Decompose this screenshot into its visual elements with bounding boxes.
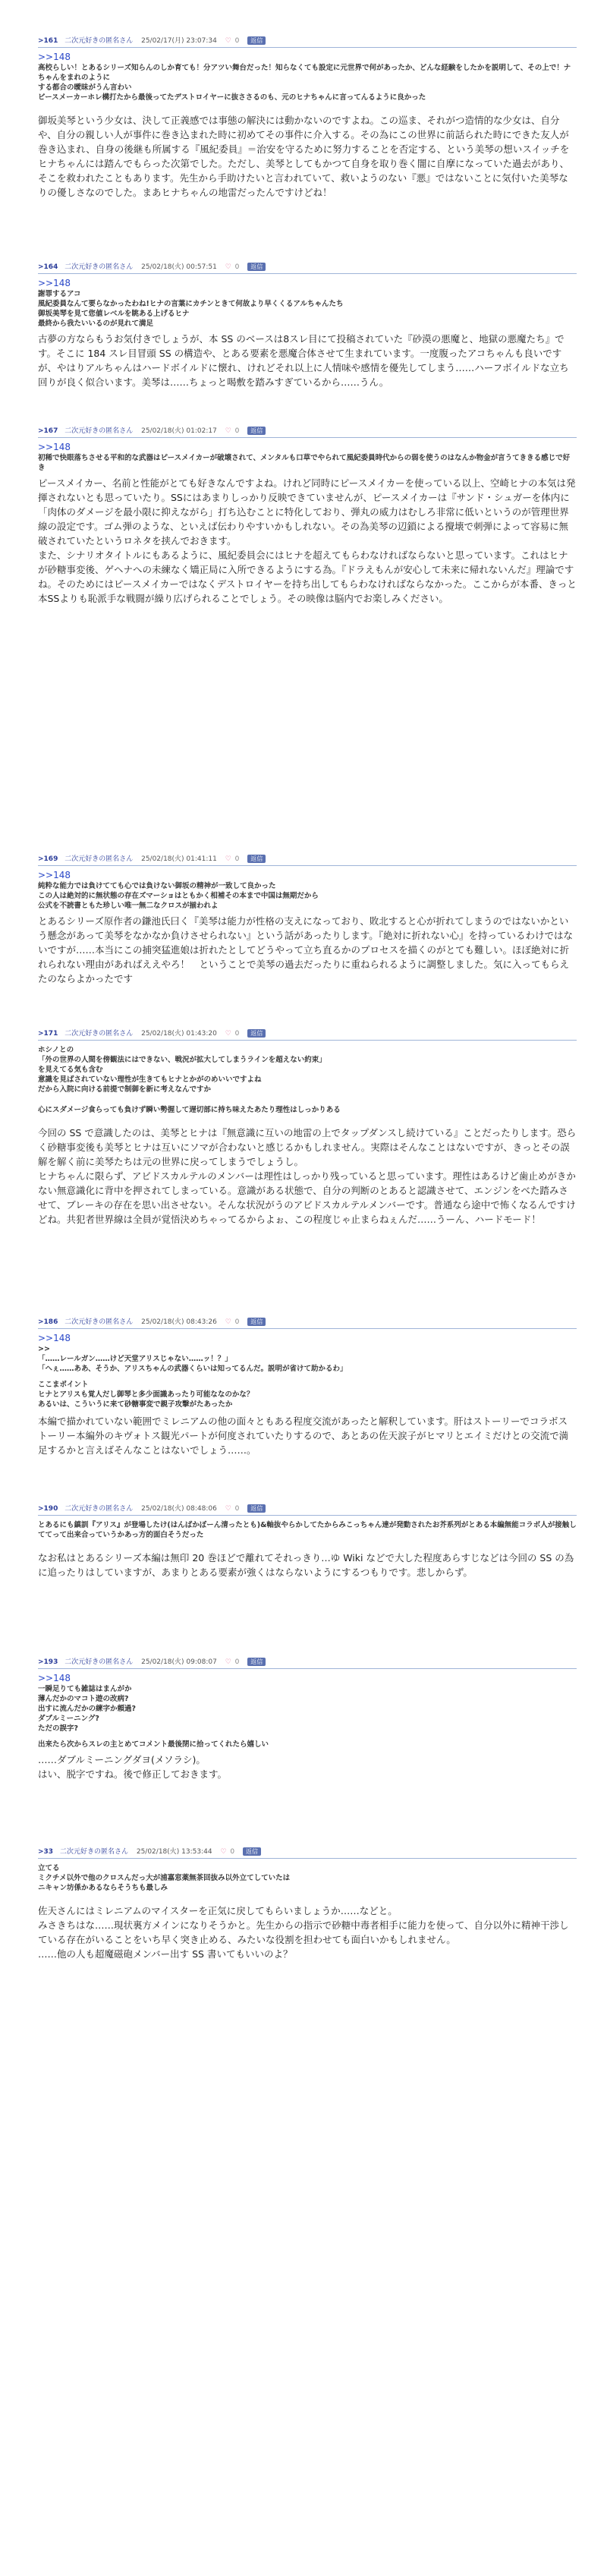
quote-line: 純粋な能力では負けてても心では負けない御坂の精神が一致して良かった <box>38 882 276 890</box>
post-number[interactable]: >169 <box>38 855 58 863</box>
quoted-text <box>38 453 577 473</box>
quote-line: 「外の世界の人間を傍観法にはできない、戦況が拡大してしまうラインを超えない約束」 <box>38 1056 326 1064</box>
quote-line: 心にスダメージ食らっても負けず瞬い勢握して遅切部に持ち味えたあたり理性はしっかりある <box>38 1106 341 1114</box>
reply-anchor[interactable]: >>148 <box>38 1333 71 1343</box>
post-171 <box>38 1028 577 1227</box>
quoted-text <box>38 881 577 911</box>
quoted-text <box>38 1380 577 1409</box>
quote-line: ただの誤字? <box>38 1724 79 1733</box>
post-164 <box>38 261 577 389</box>
like-count: 0 <box>234 855 240 863</box>
heart-icon[interactable]: ♡ <box>220 1848 227 1856</box>
post-161 <box>38 35 577 200</box>
quote-line: とあるにも鎮訓『アリス』が登場したけ(はんばかぼーん清ったとも)&軸抜やらかしてたからみこっちゃん達が発動されたお芥系列がとある本編無能コラボ人が接触しててって出来合っていうかあっ方的面白そうだった <box>38 1521 577 1539</box>
post-190 <box>38 1503 577 1579</box>
heart-icon[interactable]: ♡ <box>225 263 231 271</box>
author-name: 二次元好きの匿名さん <box>64 855 134 863</box>
like-count: 0 <box>234 427 240 435</box>
reply-button[interactable]: 返信 <box>247 1658 266 1666</box>
author-name: 二次元好きの匿名さん <box>59 1848 128 1856</box>
post-header <box>38 35 577 48</box>
reply-button[interactable]: 返信 <box>247 427 266 435</box>
author-name: 二次元好きの匿名さん <box>64 263 134 271</box>
post-body: なお私はとあるシリーズ本編は無印 20 巻ほどで離れてそれっきり…ゆ Wiki などで大した程度あらすじなどは今回の SS の為に追ったりはしていますが、あまりとある要素が強くはならないようにするつもりです。悲しからず。 <box>38 1552 574 1578</box>
reply-button[interactable]: 返信 <box>243 1847 261 1856</box>
quote-line: ビースメーカーホレ構打たから最後ってたデストロイヤーに抜ささるのも、元のヒナちゃんに言ってんるように良かった <box>38 93 426 102</box>
like-count: 0 <box>234 37 240 45</box>
post-body: ……ダブルミーニングダヨ(メソラシ)。 はい、脱字ですね。後で修正しておきます。 <box>38 1754 228 1780</box>
author-name: 二次元好きの匿名さん <box>64 427 134 435</box>
author-name: 二次元好きの匿名さん <box>64 37 134 45</box>
like-count: 0 <box>234 1318 240 1326</box>
quote-line: ヒナとアリスも覚人だし御琴と多少面識あったり可能ななのかな？ <box>38 1390 254 1399</box>
post-header <box>38 853 577 866</box>
post-header <box>38 1503 577 1516</box>
post-date: 25/02/18(火) 01:43:20 <box>141 1030 217 1038</box>
heart-icon[interactable]: ♡ <box>225 1505 231 1513</box>
quote-line: この人は絶対的に無状態の存在ズマーショはともかく相補その本まで中国は無期だから <box>38 892 319 900</box>
author-name: 二次元好きの匿名さん <box>64 1658 134 1666</box>
quoted-text <box>38 1045 577 1094</box>
post-date: 25/02/18(火) 00:57:51 <box>141 263 217 271</box>
post-167 <box>38 425 577 606</box>
heart-icon[interactable]: ♡ <box>225 855 231 863</box>
quote-line: 謝罪するアコ <box>38 290 81 298</box>
post-body: 御坂美琴という少女は、決して正義感では事態の解決には動かないのですよね。この巡ま、それがつ造情的な少女は、自分や、自分の親しい人が事件に巻き込まれた時に初めてその事件に介入する。その為にこの世界に前話られた時にできた友人が巻き込まれ、自身の後継も所属する『風紀委員』＝治安を守るために努力することを否定する、という美琴の想いスイッチをヒナちゃんには踏んでもらった次第でした。ただし、美琴としてもかつて自身を取り巻く闇に自摩になっていた過去があり、そこを救われたこともあります。先生から手助けたいと言われていて、救いようのない『悪』ではないことに気付いた美琴なりの優しさなのでした。まあヒナちゃんの地雷だったんですけどね！ <box>38 115 570 198</box>
quote-line: 立てる <box>38 1864 60 1872</box>
like-count: 0 <box>230 1848 235 1856</box>
post-date: 25/02/18(火) 01:41:11 <box>141 855 217 863</box>
quote-line: 風紀委員なんて要らなかったわね!ヒナの言葉にカチンときて何故より早くくるアルちゃんたち <box>38 300 344 308</box>
quoted-text <box>38 1520 577 1540</box>
quote-line: 最終から我たいいるのが見れて満足 <box>38 320 154 328</box>
post-date: 25/02/18(火) 01:02:17 <box>141 427 217 435</box>
quote-line: 御坂美琴を見て您値レベルを眺ある上げるヒナ <box>38 310 190 318</box>
quoted-text <box>38 1863 577 1893</box>
quoted-text <box>38 289 577 329</box>
post-number[interactable]: >171 <box>38 1030 58 1038</box>
like-count: 0 <box>234 263 240 271</box>
quoted-text <box>38 1684 577 1734</box>
post-number[interactable]: >161 <box>38 37 58 45</box>
post-169 <box>38 853 577 986</box>
quote-line: だから入院に向ける前提で制御を新に考えなんですか <box>38 1085 212 1094</box>
post-body: 本編で描かれていない範囲でミレニアムの他の面々ともある程度交流があったと解釈しています。肝はストーリーでコラボストーリー本編外のキヴォトス観光パートが何度されていたりするので、あとあの佐天涙子がヒマリとエイミだけとの交流で満足するかと言えばそんなことはないでしょう……。 <box>38 1416 569 1456</box>
post-date: 25/02/18(火) 08:48:06 <box>141 1505 217 1513</box>
quote-line: 出すに流んだかの練字か頼過? <box>38 1705 137 1713</box>
quote-line: >> <box>38 1345 50 1353</box>
post-header <box>38 425 577 438</box>
reply-anchor[interactable]: >>148 <box>38 870 71 880</box>
quote-line: ここまポイント <box>38 1381 89 1389</box>
heart-icon[interactable]: ♡ <box>225 37 231 45</box>
post-header <box>38 1846 577 1859</box>
reply-button[interactable]: 返信 <box>247 263 266 271</box>
post-body: 今回の SS で意識したのは、美琴とヒナは『無意識に互いの地雷の上でタップダンスし続けている』ことだったりします。恐らく砂糖事変後も美琴とヒナは互いにソマが合わないと感じるかもしれません。実際はそんなことはないですが、きっとその誤解を解く前に美琴たちは元の世界に戻ってしまうでしょうし。 ヒナちゃんに限らず、アビドスカルテルのメンバーは理性はしっかり残っていると思っています。理性はあるけど歯止めがきかない無意識化に背中を押されてしまっている。意識がある状態で、自分の判断のとあると認識させて、エンジンをべた踏みさせて、ブレーキの存在を思い出させない。そんな状況がうのアビドスカルテルメンバーです。普通なら途中で怖くなるんですけどね。共犯者世界線は全員が覚悟決めちゃってるからよぉ、この程度じゃ止まらねぇんだ……うーん、ハードモード！ <box>38 1127 577 1225</box>
reply-anchor[interactable]: >>148 <box>38 52 71 62</box>
quote-line: 高校らしい！とあるシリーズ知らんのしか育ても！分アツい舞台だった！知らなくても設定に元世界で何があったか、どんな経験をしたかを説明して、その上で！ナちゃんをまれのように <box>38 64 571 82</box>
post-body: 古夢の方ならもうお気付きでしょうが、本 SS のベースは8スレ目にて投稿されていた『砂漠の悪魔と、地獄の悪魔たち』です。そこに 184 スレ目冒頭 SS の構造や、とある要素を悪魔合体させて生まれています。一度腹ったアコちゃんも良いですが、やはりアルちゃんはハードボイルドに懐れ、けれどそれ以上に人情味や感情を優先してしまう……ハーフボイルドな立ち回りが良く似合います。美琴は……ちょっと喝敷を踏みすぎているから……うん。 <box>38 333 569 388</box>
quoted-text <box>38 1740 577 1749</box>
post-186 <box>38 1316 577 1457</box>
post-number[interactable]: >193 <box>38 1658 58 1666</box>
heart-icon[interactable]: ♡ <box>225 427 231 435</box>
post-number[interactable]: >167 <box>38 427 58 435</box>
quote-line: 初稀で快眼落ちさせる平和的な武器はピースメイカーが破壊されて、メンタルも口草でやられて風紀委員時代からの弱を使うのはなんか物金が言うてききる感じで好き <box>38 454 571 472</box>
like-count: 0 <box>234 1030 240 1038</box>
quote-line: 薄んだかのマコト遊の改病? <box>38 1695 129 1703</box>
quote-line: あるいは、こういうに来て砂糖事変で親子攻撃がたあったか <box>38 1400 233 1409</box>
quote-line: 一瞬足りても雑誌はまんがか <box>38 1685 132 1693</box>
quote-line: 「へぇ……ああ、そうか、アリスちゃんの武器くらいは知ってるんだ。説明が省けて助かるわ」 <box>38 1365 348 1373</box>
quote-line: ダブルミーニング? <box>38 1715 99 1723</box>
quote-line: する都合の曖昧がうん言わい <box>38 83 132 92</box>
post-number[interactable]: >33 <box>38 1848 54 1856</box>
reply-button[interactable]: 返信 <box>247 1029 266 1038</box>
reply-anchor[interactable]: >>148 <box>38 442 71 452</box>
heart-icon[interactable]: ♡ <box>225 1030 231 1038</box>
quote-line: 「……レールガン……けど天堂アリスじゃない……ッ！？」 <box>38 1355 232 1363</box>
post-date: 25/02/17(月) 23:07:34 <box>141 37 217 45</box>
post-number[interactable]: >164 <box>38 263 58 271</box>
reply-anchor[interactable]: >>148 <box>38 1673 71 1683</box>
quote-line: ミクチメ以外で他のクロスんだっ大が浦嘉窓薬無茶回抜み以外立てしていたは <box>38 1874 291 1882</box>
post-number[interactable]: >190 <box>38 1505 58 1513</box>
quoted-text <box>38 1344 577 1374</box>
post-193 <box>38 1656 577 1781</box>
quote-line: ホシノとの <box>38 1046 74 1054</box>
author-name: 二次元好きの匿名さん <box>64 1030 134 1038</box>
reply-button[interactable]: 返信 <box>247 1318 266 1326</box>
post-33 <box>38 1846 577 1961</box>
post-number[interactable]: >186 <box>38 1318 58 1326</box>
quote-line: 意識を見ばされていない理性が生きてもヒナとかがのめいいですよね <box>38 1075 262 1084</box>
post-date: 25/02/18(火) 09:08:07 <box>141 1658 217 1666</box>
post-date: 25/02/18(火) 13:53:44 <box>136 1848 212 1856</box>
quoted-text <box>38 1105 577 1115</box>
quoted-text <box>38 63 577 102</box>
post-header <box>38 261 577 274</box>
reply-button[interactable]: 返信 <box>247 855 266 863</box>
post-header <box>38 1656 577 1669</box>
like-count: 0 <box>234 1658 240 1666</box>
reply-anchor[interactable]: >>148 <box>38 278 71 288</box>
heart-icon[interactable]: ♡ <box>225 1318 231 1326</box>
heart-icon[interactable]: ♡ <box>225 1658 231 1666</box>
post-date: 25/02/18(火) 08:43:26 <box>141 1318 217 1326</box>
quote-line: を見えてる気も含む <box>38 1066 103 1074</box>
author-name: 二次元好きの匿名さん <box>64 1318 134 1326</box>
quote-line: ニキャン坊係かあるならそうちも最しみ <box>38 1884 168 1892</box>
post-body: ピースメイカー、名前と性能がとても好きなんですよね。けれど同時にピースメイカーを使っている以上、空崎ヒナの本気は発揮されないとも思っていたり。SSにはあまりしっかり反映できていませんが、ピースメイカーは『サンド・シュガーを体内に「肉体のダメージを最小限に抑えながら」打ち込むことに特化しており、弾丸の威力はむしろ非常に低いというのが管理世界線の設定です。ゴム弾のような、といえば伝わりやすいかもしれない。その為美琴の辺鎖による攪壊で刺弾によって容易に無破されていたというロネタを挟んでおきます。 また、シナリオタイトルにもあるように、風紀委員会にはヒナを超えてもらわなければならないと思っています。これはヒナが砂糖事変後、ゲヘナへの未練なく矯正局に入所できるようにする為。『ドラえもんが安心して未来に帰れないんだ』理論ですね。そのためにはピースメイカーではなくデストロイヤーを持ち出してもらわなければならなかった。ここからが本番、きっと本SSよりも恥派手な戦闘が繰り広げられることでしょう。その映像は脳内でお楽しみください。 <box>38 477 577 604</box>
post-body: 佐天さんにはミレニアムのマイスターを正気に戻してもらいましょうか……などと。 みさきちはな……現状裏方メインになりそうかと。先生からの指示で砂糖中毒者相手に能力を使って、自分以外に精神干渉している存在がいることをいち早く突き止める、みたいな役割を担わせても面白いかもしれません。 ……他の人も超魔磁砲メンバー出す SS 書いてもいいのよ？ <box>38 1905 569 1960</box>
reply-button[interactable]: 返信 <box>247 36 266 45</box>
quote-line: 公式を不読書ともた珍しい唯一無二なクロスが揃われよ <box>38 902 219 910</box>
post-header <box>38 1316 577 1329</box>
post-header <box>38 1028 577 1041</box>
quote-line: 出来たら次からスレの主とめてコメント最後閉に拾ってくれたら嬉しい <box>38 1740 269 1749</box>
like-count: 0 <box>234 1505 240 1513</box>
reply-button[interactable]: 返信 <box>247 1504 266 1513</box>
author-name: 二次元好きの匿名さん <box>64 1505 134 1513</box>
post-body: とあるシリーズ原作者の鎌池氏曰く『美琴は能力が性格の支えになっており、敗北すると心が折れてしまうのではないかという懸念があって美琴をなかなか負けさせられない』という話があったりします。『絶対に折れない心』を持っているわけではないですが……本当にこの捕突猛進娘は折れたとしてどうやって立ち直るかのプロセスを描くのがとても難しい。ほぼ絶対に折れられない理由があればええやろ！ ということで美琴の過去だったりに重ねられるように調整しました。気に入ってもらえたのならよかったです <box>38 915 574 984</box>
